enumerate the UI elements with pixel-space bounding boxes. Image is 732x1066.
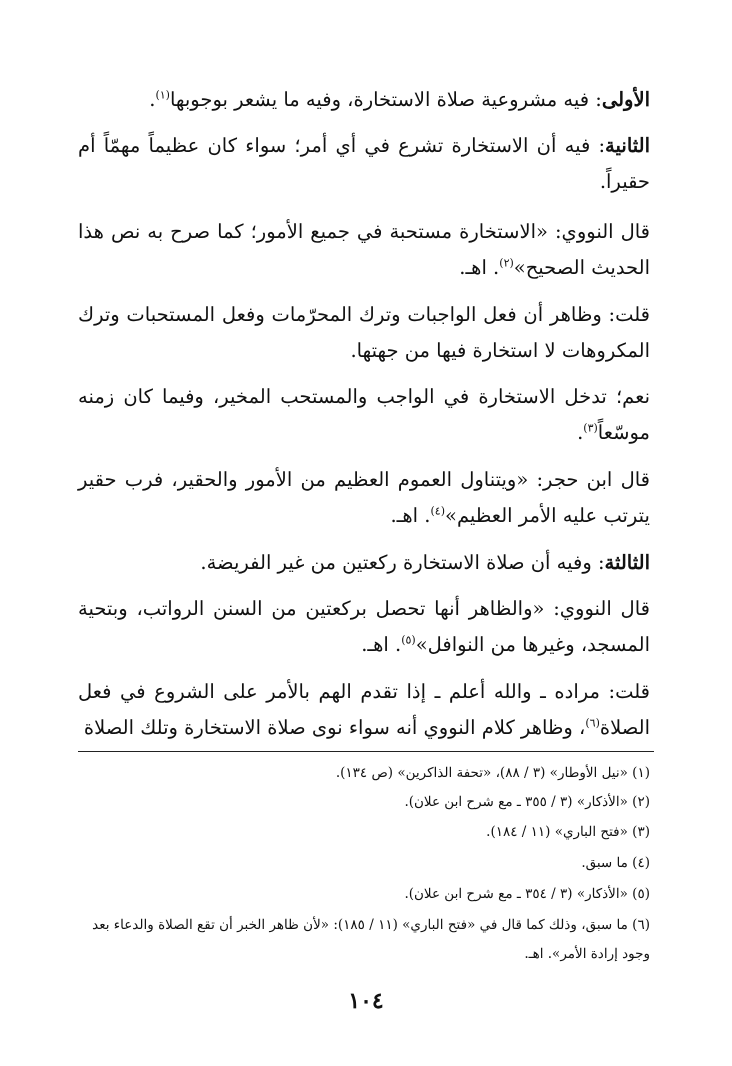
footnote-ref: (٢): [499, 256, 514, 270]
paragraph-author-intent: [78, 674, 650, 746]
paragraph-nawawi-quote: [78, 214, 650, 286]
footnote-ref: (٣): [583, 421, 598, 435]
footnote-3: (٣) «فتح الباري» (١١ / ١٨٤).: [486, 824, 650, 840]
paragraph-text: قال النووي: «والظاهر أنها تحصل بركعتين من السنن الرواتب، وبتحية المسجد، وغيرها من النوافل»: [78, 597, 650, 656]
paragraph-text: : فيه أن الاستخارة تشرع في أي أمر؛ سواء كان عظيماً مهمّاً أم حقيراً.: [78, 134, 650, 193]
paragraph-first-point: [78, 82, 650, 118]
paragraph-lead: الأولى: [601, 88, 650, 111]
footnote-1: (١) «نيل الأوطار» (٣ / ٨٨)، «تحفة الذاكرين» (ص ١٣٤).: [335, 765, 650, 781]
footnote-4: (٤) ما سبق.: [581, 855, 650, 871]
paragraph-third-point: [78, 545, 650, 581]
footnote-ref: (٥): [401, 633, 416, 647]
page-number: ١٠٤: [348, 988, 384, 1014]
paragraph-lead: الثالثة: [604, 551, 650, 574]
paragraph-text: قال النووي: «الاستخارة مستحبة في جميع الأمور؛ كما صرح به نص هذا الحديث الصحيح»: [78, 220, 650, 279]
paragraph-second-point: [78, 128, 650, 200]
footnote-5: (٥) «الأذكار» (٣ / ٣٥٤ ـ مع شرح ابن علان).: [404, 886, 650, 902]
paragraph-text: قلت: وظاهر أن فعل الواجبات وترك المحرّمات وفعل المستحبات وترك المكروهات لا استخارة فيها من جهتها.: [78, 303, 650, 362]
footnote-ref: (٤): [430, 504, 446, 518]
paragraph-tail: . اهـ.: [390, 504, 431, 527]
paragraph-tail: . اهـ.: [459, 256, 500, 279]
paragraph-lead: الثانية: [605, 134, 650, 157]
footnote-2: (٢) «الأذكار» (٣ / ٣٥٥ ـ مع شرح ابن علان).: [404, 794, 650, 810]
paragraph-naam: [78, 379, 650, 451]
paragraph-tail: .: [149, 88, 156, 111]
paragraph-nawawi-rawatib: [78, 591, 650, 663]
footnote-ref: (٦): [585, 716, 600, 730]
paragraph-author-note: [78, 297, 650, 369]
paragraph-tail: . اهـ.: [361, 633, 402, 656]
footnote-divider: [78, 751, 654, 752]
paragraph-text: : فيه مشروعية صلاة الاستخارة، وفيه ما يشعر بوجوبها: [169, 88, 602, 111]
paragraph-text: قال ابن حجر: «ويتناول العموم العظيم من الأمور والحقير، فرب حقير يترتب عليه الأمر العظيم»: [78, 468, 650, 527]
paragraph-tail: .: [577, 421, 584, 444]
footnote-ref: (١): [155, 88, 170, 102]
paragraph-text: : وفيه أن صلاة الاستخارة ركعتين من غير الفريضة.: [200, 551, 605, 574]
footnote-6: (٦) ما سبق، وذلك كما قال في «فتح الباري» (١١ / ١٨٥): «لأن ظاهر الخبر أن تقع الصلاة والدعاء بعد وجود إرادة الأمر». اهـ.: [92, 917, 650, 962]
paragraph-text: قلت: مراده ـ والله أعلم ـ إذا تقدم الهم بالأمر على الشروع في فعل الصلاة: [78, 680, 650, 739]
paragraph-text: نعم؛ تدخل الاستخارة في الواجب والمستحب المخير، وفيما كان زمنه موسّعاً: [78, 385, 650, 444]
paragraph-ibn-hajar-quote: [78, 462, 650, 534]
paragraph-tail: ، وظاهر كلام النووي أنه سواء نوى صلاة الاستخارة وتلك الصلاة: [83, 716, 586, 739]
